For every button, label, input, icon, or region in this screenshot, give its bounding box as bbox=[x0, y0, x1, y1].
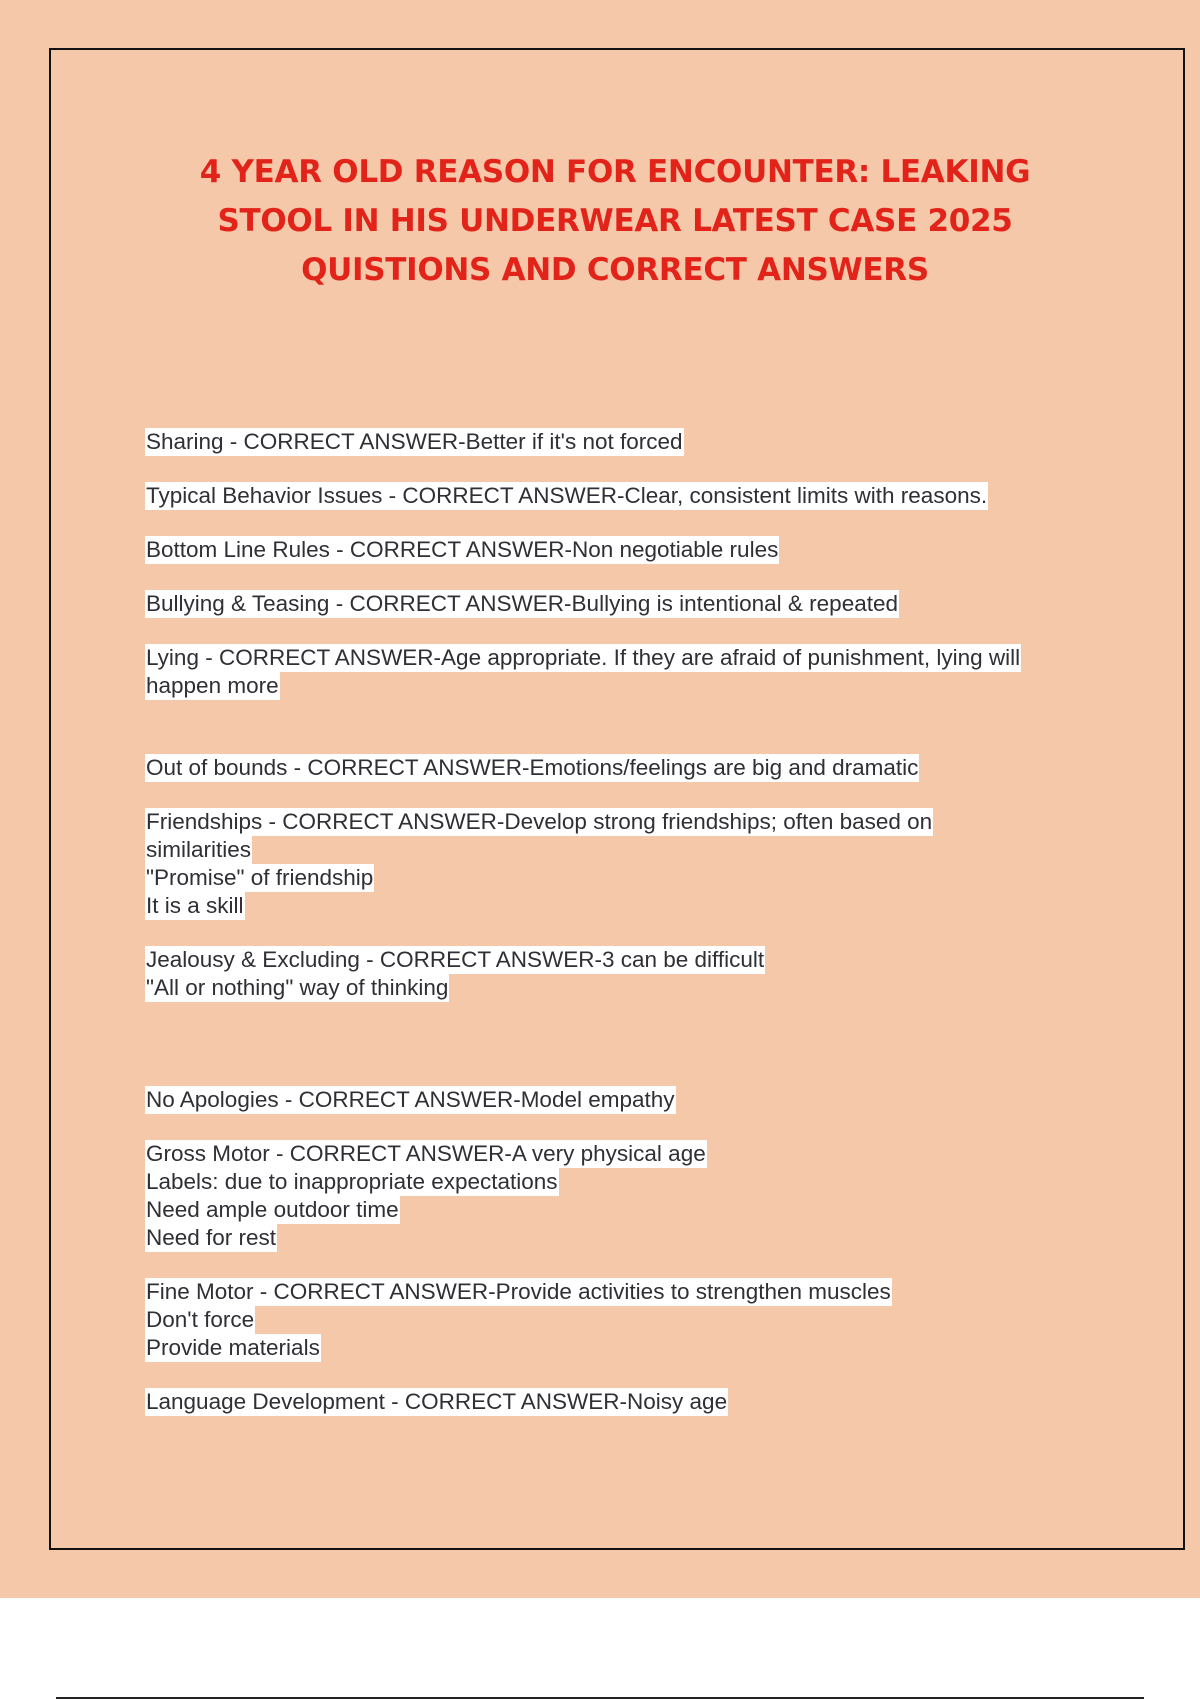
qa-text: Don't force bbox=[146, 1307, 255, 1332]
qa-list bbox=[145, 428, 1105, 1442]
qa-text: Need for rest bbox=[146, 1225, 277, 1250]
page-divider bbox=[56, 1697, 1144, 1699]
qa-text: Jealousy & Excluding - CORRECT ANSWER-3 can be difficult bbox=[146, 947, 765, 972]
qa-text: Bullying & Teasing - CORRECT ANSWER-Bullying is intentional & repeated bbox=[146, 591, 899, 616]
qa-item-bottom-line-rules bbox=[145, 536, 1105, 564]
qa-item-bullying bbox=[145, 590, 1105, 618]
qa-text: happen more bbox=[146, 673, 279, 698]
qa-text: Sharing - CORRECT ANSWER-Better if it's not forced bbox=[146, 429, 683, 454]
qa-text: Out of bounds - CORRECT ANSWER-Emotions/feelings are big and dramatic bbox=[146, 755, 919, 780]
qa-text: Typical Behavior Issues - CORRECT ANSWER-Clear, consistent limits with reasons. bbox=[146, 483, 988, 508]
qa-item-lying bbox=[145, 644, 1105, 700]
title-line: 4 YEAR OLD REASON FOR ENCOUNTER: LEAKING bbox=[199, 154, 1031, 190]
qa-item-fine-motor bbox=[145, 1278, 1105, 1362]
qa-text: No Apologies - CORRECT ANSWER-Model empathy bbox=[146, 1087, 675, 1112]
qa-text: Labels: due to inappropriate expectations bbox=[146, 1169, 558, 1194]
document-title bbox=[140, 148, 1090, 295]
qa-text: Need ample outdoor time bbox=[146, 1197, 399, 1222]
qa-item-jealousy bbox=[145, 946, 1105, 1002]
qa-text: It is a skill bbox=[146, 893, 244, 918]
qa-text: Friendships - CORRECT ANSWER-Develop strong friendships; often based on bbox=[146, 809, 933, 834]
qa-text: Lying - CORRECT ANSWER-Age appropriate. If they are afraid of punishment, lying will bbox=[146, 645, 1021, 670]
qa-item-language-development bbox=[145, 1388, 1105, 1416]
qa-text: Language Development - CORRECT ANSWER-Noisy age bbox=[146, 1389, 728, 1414]
qa-item-no-apologies bbox=[145, 1086, 1105, 1114]
qa-item-sharing bbox=[145, 428, 1105, 456]
qa-text: Bottom Line Rules - CORRECT ANSWER-Non negotiable rules bbox=[146, 537, 779, 562]
title-line: STOOL IN HIS UNDERWEAR LATEST CASE 2025 bbox=[217, 203, 1013, 239]
qa-text: Fine Motor - CORRECT ANSWER-Provide activities to strengthen muscles bbox=[146, 1279, 891, 1304]
qa-item-out-of-bounds bbox=[145, 754, 1105, 782]
qa-item-gross-motor bbox=[145, 1140, 1105, 1252]
qa-text: "All or nothing" way of thinking bbox=[146, 975, 449, 1000]
title-line: QUISTIONS AND CORRECT ANSWERS bbox=[301, 252, 929, 288]
qa-text: Provide materials bbox=[146, 1335, 320, 1360]
qa-text: Gross Motor - CORRECT ANSWER-A very physical age bbox=[146, 1141, 706, 1166]
qa-text: similarities bbox=[146, 837, 252, 862]
qa-item-typical-behavior bbox=[145, 482, 1105, 510]
qa-text: "Promise" of friendship bbox=[146, 865, 374, 890]
qa-item-friendships bbox=[145, 808, 1105, 920]
